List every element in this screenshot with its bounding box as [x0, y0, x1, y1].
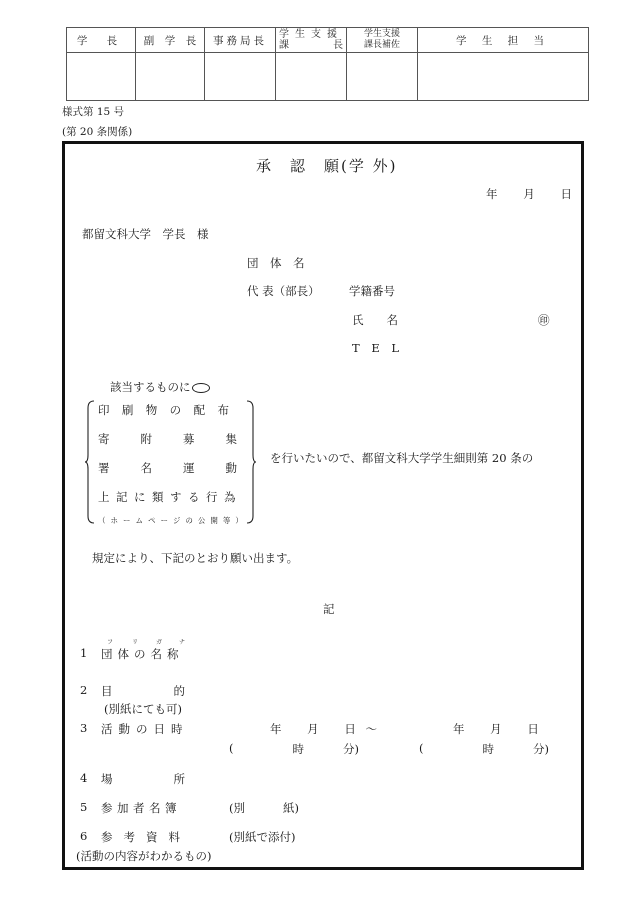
item-1-label: 団体の名称 フ リ ガ ナ — [101, 639, 191, 661]
circle-mark-icon — [192, 383, 210, 393]
stamp-box-student-affairs[interactable] — [418, 53, 589, 101]
date-field[interactable] — [486, 186, 572, 202]
item-3-label: 活動の日時 — [101, 722, 189, 736]
date-year-label: 年 — [486, 187, 498, 201]
stamp-box-vice-president[interactable] — [136, 53, 205, 101]
stamp-box-secretary-general[interactable] — [205, 53, 276, 101]
date-month-label: 月 — [523, 187, 535, 201]
approval-stamp-table — [66, 27, 589, 101]
item-1-number: 1 — [80, 646, 88, 660]
item-2-number: 2 — [80, 683, 88, 697]
seal-icon: ㊞ — [538, 313, 550, 327]
item-2-label: 目 的 — [101, 684, 185, 698]
stamp-box-student-support-assistant[interactable] — [347, 53, 418, 101]
date-day-label: 日 — [560, 187, 572, 201]
item-6-label: 参考資料 — [101, 830, 191, 844]
item-6-sub: (活動の内容がわかるもの) — [76, 849, 212, 863]
group-name-label: 団 体 名 — [247, 256, 305, 270]
tel-label: T E L — [352, 341, 404, 355]
form-number: 様式第 15 号 — [62, 106, 125, 118]
item-6-number: 6 — [80, 829, 88, 843]
activity-option-signature[interactable]: 署 名 運 動 — [98, 461, 268, 475]
representative-label: 代 表（部長） — [247, 284, 320, 298]
left-brace-icon — [84, 400, 96, 524]
header-secretary-general: 事務局長 — [205, 28, 276, 53]
end-time-field[interactable]: ( 時 分) — [419, 741, 549, 756]
item-5-value: (別 紙) — [229, 801, 299, 815]
body-line-1: を行いたいので、都留文科大学学生細則第 20 条の — [270, 451, 534, 465]
document-title: 承 認 願(学 外) — [256, 157, 398, 175]
item-5-label: 参加者名簿 — [101, 801, 181, 815]
activity-option-printed-distribution[interactable]: 印 刷 物 の 配 布 — [98, 403, 240, 417]
record-heading: 記 — [323, 602, 335, 616]
form-reference: (第 20 条関係) — [62, 126, 133, 138]
header-student-affairs: 学 生 担 当 — [418, 28, 589, 53]
item-5-number: 5 — [80, 800, 88, 814]
end-date-field[interactable]: 年 月 日 — [453, 722, 539, 736]
start-date-field[interactable]: 年 月 日 〜 — [270, 722, 377, 736]
header-vice-president: 副 学 長 — [136, 28, 205, 53]
activities-note: （ホームページの公開等） — [98, 516, 248, 525]
addressee: 都留文科大学 学長 様 — [82, 227, 209, 241]
body-line-2: 規定により、下記のとおり願い出ます。 — [92, 551, 299, 565]
stamp-box-president[interactable] — [67, 53, 136, 101]
start-time-field[interactable]: ( 時 分) — [229, 741, 359, 756]
item-4-label: 場 所 — [101, 772, 185, 786]
item-6-value: (別紙で添付) — [229, 830, 296, 844]
header-student-support-assistant: 学生支援 課長補佐 — [347, 28, 418, 53]
header-student-support-director: 学生支援 課 長 — [276, 28, 347, 53]
item-3-number: 3 — [80, 721, 88, 735]
activity-option-donation[interactable]: 寄 附 募 集 — [98, 432, 268, 446]
activity-option-similar[interactable]: 上記に類する行為 — [98, 490, 242, 504]
student-id-label: 学籍番号 — [349, 284, 395, 298]
item-4-number: 4 — [80, 771, 88, 785]
item-2-sub: (別紙にても可) — [104, 702, 182, 716]
header-president: 学 長 — [67, 28, 136, 53]
name-label: 氏 名 — [352, 313, 398, 327]
instruction-text: 該当するものに — [110, 379, 210, 395]
stamp-box-student-support-director[interactable] — [276, 53, 347, 101]
application-form-frame — [62, 141, 584, 870]
